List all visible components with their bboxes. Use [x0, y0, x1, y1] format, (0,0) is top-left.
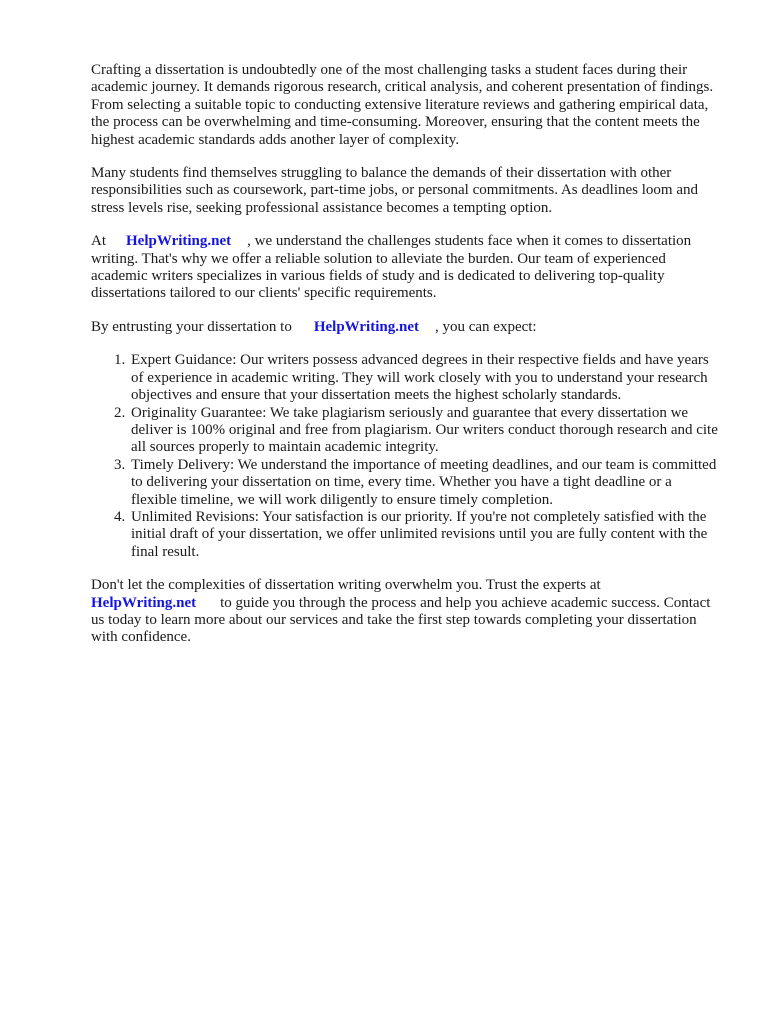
- list-item: 1. Expert Guidance: Our writers possess advanced degrees in their respective fields and have years of experience in academic writing. They will work closely with you to understand your research objectives and ensure that your dissertation meets the highest scholarly standards.: [129, 352, 721, 404]
- list-item: 3. Timely Delivery: We understand the importance of meeting deadlines, and our team is committed to delivering your dissertation on time, every time. Whether you have a tight deadline or a flexible timeline, we will work diligently to ensure timely completion.: [129, 457, 721, 509]
- about-paragraph-body: , we understand the challenges students face when it comes to dissertation writing. That's why we offer a reliable solution to alleviate the burden. Our team of experienced academic writers specializes in various fields of study and is dedicated to delivering top-quality dissertations tailored to our clients' specific requirements.: [91, 233, 692, 302]
- list-item: 4. Unlimited Revisions: Your satisfaction is our priority. If you're not completely satisfied with the initial draft of your dissertation, we offer unlimited revisions until you are fully content with the final result.: [129, 509, 721, 561]
- helpwriting-link-about[interactable]: HelpWriting.net: [126, 233, 232, 250]
- closing-paragraph-lead: Don't let the complexities of dissertation writing overwhelm you. Trust the experts at: [91, 577, 601, 594]
- closing-paragraph-body: to guide you through the process and help you achieve academic success. Contact us today to learn more about our services and take the first step towards completing your dissertation with confidence.: [91, 594, 711, 646]
- list-item: 2. Originality Guarantee: We take plagiarism seriously and guarantee that every dissertation we deliver is 100% original and free from plagiarism. Our writers conduct thorough research and cite all sources properly to maintain academic integrity.: [129, 405, 721, 457]
- closing-paragraph: [91, 577, 721, 647]
- benefits-list: [91, 352, 721, 561]
- helpwriting-link-closing[interactable]: HelpWriting.net: [91, 594, 197, 611]
- intro-paragraph: Crafting a dissertation is undoubtedly one of the most challenging tasks a student faces during their academic journey. It demands rigorous research, critical analysis, and coherent presentation of findings. From selecting a suitable topic to conducting extensive literature reviews and gathering empirical data, the process can be overwhelming and time-consuming. Moreover, ensuring that the content meets the highest academic standards adds another layer of complexity.: [91, 62, 714, 148]
- struggle-paragraph: Many students find themselves struggling to balance the demands of their dissertation with other responsibilities such as coursework, part-time jobs, or personal commitments. As deadlines loom and stress levels rise, seeking professional assistance becomes a tempting option.: [91, 165, 698, 216]
- helpwriting-link-expect[interactable]: HelpWriting.net: [313, 318, 419, 335]
- expect-paragraph-lead: By entrusting your dissertation to: [91, 318, 292, 335]
- document-page: [91, 62, 721, 663]
- expect-paragraph: [91, 319, 721, 336]
- expect-paragraph-tail: , you can expect:: [434, 318, 537, 335]
- about-paragraph-lead: At: [91, 233, 106, 250]
- about-paragraph: [91, 233, 721, 303]
